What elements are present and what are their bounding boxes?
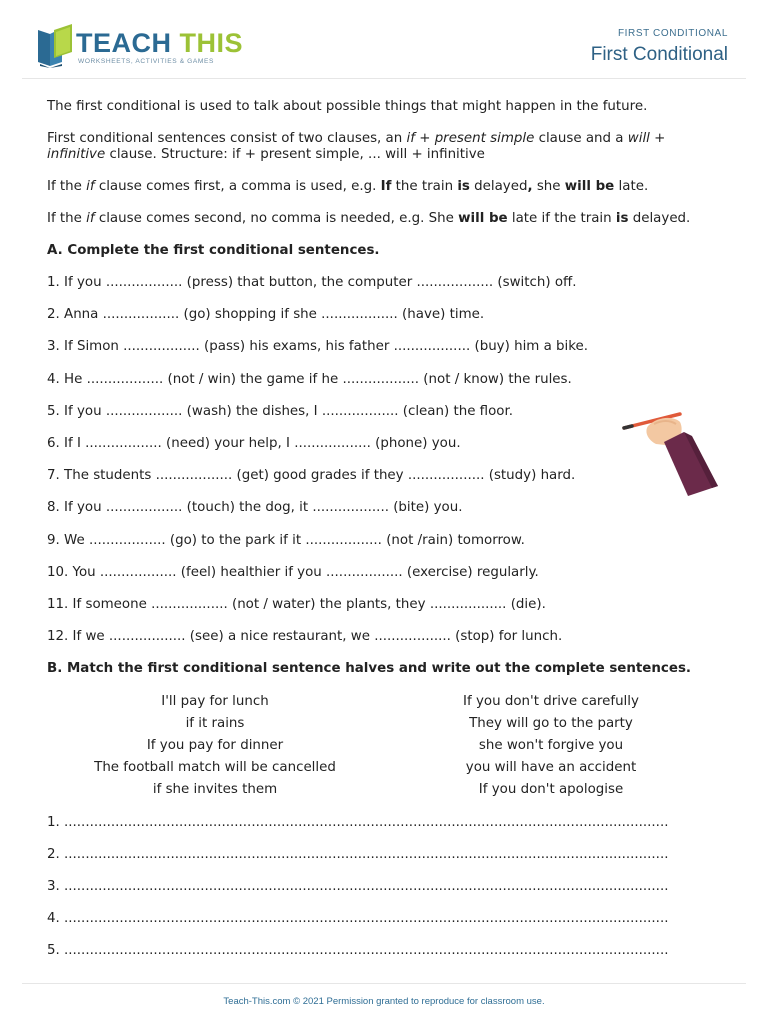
answer-line: 4. .............................................................................................................................................. [47,911,669,927]
question-item: 12. If we .................. (see) a nice restaurant, we .................. (stop) for lunch. [47,629,563,645]
italic-run: will [627,131,650,146]
italic-run: if [86,211,95,226]
section-b-heading: B. Match the first conditional sentence halves and write out the complete sentences. [47,661,691,677]
text-run: clause comes second, no comma is needed, e.g. She [94,211,459,226]
text-run: + [649,131,666,146]
intro-paragraph-2 [47,131,727,163]
question-item: 6. If I .................. (need) your help, I .................. (phone) you. [47,435,461,451]
match-half-right: They will go to the party [469,716,633,732]
match-half-left: If you pay for dinner [146,738,284,754]
match-half-right: she won't forgive you [478,738,624,754]
bold-run: will be [564,179,615,194]
logo-word-this: THIS [179,28,244,58]
intro-paragraph-3 [47,179,727,195]
match-column-right [403,691,699,801]
text-run: late if the train [507,211,616,226]
text-run: she [532,179,565,194]
page-title: First Conditional [590,44,728,65]
text-run: If the [47,211,87,226]
teach-this-logo [36,22,244,68]
text-run: If the [47,179,87,194]
question-item: 7. The students .................. (get) good grades if they .................. (study) hard. [47,468,576,484]
intro-paragraph-1: The first conditional is used to talk about possible things that might happen in the future. [47,99,648,114]
text-run: + [414,131,435,146]
worksheet-content [47,99,727,967]
logo-wordmark [76,28,243,59]
bold-run: If [380,179,392,194]
copyright-notice: Teach-This.com © 2021 Permission granted to reproduce for classroom use. [223,996,545,1007]
answer-line: 2. .............................................................................................................................................. [47,847,669,863]
question-item: 11. If someone .................. (not / water) the plants, they .................. (die). [47,596,546,612]
match-half-left: The football match will be cancelled [94,760,336,776]
answer-line: 5. .............................................................................................................................................. [47,943,669,959]
match-half-right: If you don't apologise [478,782,624,798]
question-item: 1. If you .................. (press) that button, the computer .................. (switch) off. [47,275,577,290]
text-run: the train [391,179,458,194]
match-half-left: I'll pay for lunch [161,694,269,710]
italic-run: infinitive [47,147,106,162]
page-header [22,0,746,79]
text-run: delayed [469,179,528,194]
logo-tagline: WORKSHEETS, ACTIVITIES & GAMES [78,58,214,65]
match-half-right: you will have an accident [465,760,637,776]
book-logo-icon [36,22,76,68]
question-item: 2. Anna .................. (go) shopping if she .................. (have) time. [47,307,485,323]
bold-run: is [457,179,470,194]
italic-run: present simple [434,131,535,146]
hand-writing-pencil-illustration [618,406,722,496]
intro-paragraph-4 [47,211,727,227]
section-a-heading: A. Complete the first conditional sentences. [47,243,380,258]
question-item: 10. You .................. (feel) healthier if you .................. (exercise) regularly. [47,564,539,580]
page-footer [22,983,746,1007]
match-half-right: If you don't drive carefully [463,694,639,710]
answer-lines [47,807,727,967]
bold-run: will be [458,211,508,226]
match-column-left [67,691,363,801]
match-columns [47,691,727,801]
text-run: late. [614,179,649,194]
italic-run: if [406,131,415,146]
answer-line: 1. .............................................................................................................................................. [47,815,669,831]
bold-run: , [527,179,533,194]
answer-line: 3. .............................................................................................................................................. [47,879,669,895]
category-label: FIRST CONDITIONAL [617,28,728,39]
question-item: 9. We .................. (go) to the park if it .................. (not /rain) tomorrow. [47,532,525,548]
text-run: clause. Structure: if + present simple, ... will + infinitive [105,147,485,162]
bold-run: is [615,211,629,226]
question-item: 8. If you .................. (touch) the dog, it .................. (bite) you. [47,500,463,516]
question-item: 3. If Simon .................. (pass) his exams, his father .................. (buy) him a bike. [47,339,589,355]
text-run: delayed. [628,211,691,226]
match-half-left: if it rains [185,716,245,732]
text-run: First conditional sentences consist of two clauses, an [47,131,407,146]
question-item: 5. If you .................. (wash) the dishes, I .................. (clean) the floor. [47,403,514,419]
italic-run: if [86,179,95,194]
question-item: 4. He .................. (not / win) the game if he .................. (not / know) the rules. [47,371,572,387]
text-run: clause and a [534,131,628,146]
match-half-left: if she invites them [152,782,278,798]
logo-word-teach: TEACH [76,28,172,58]
text-run: clause comes first, a comma is used, e.g. [94,179,381,194]
